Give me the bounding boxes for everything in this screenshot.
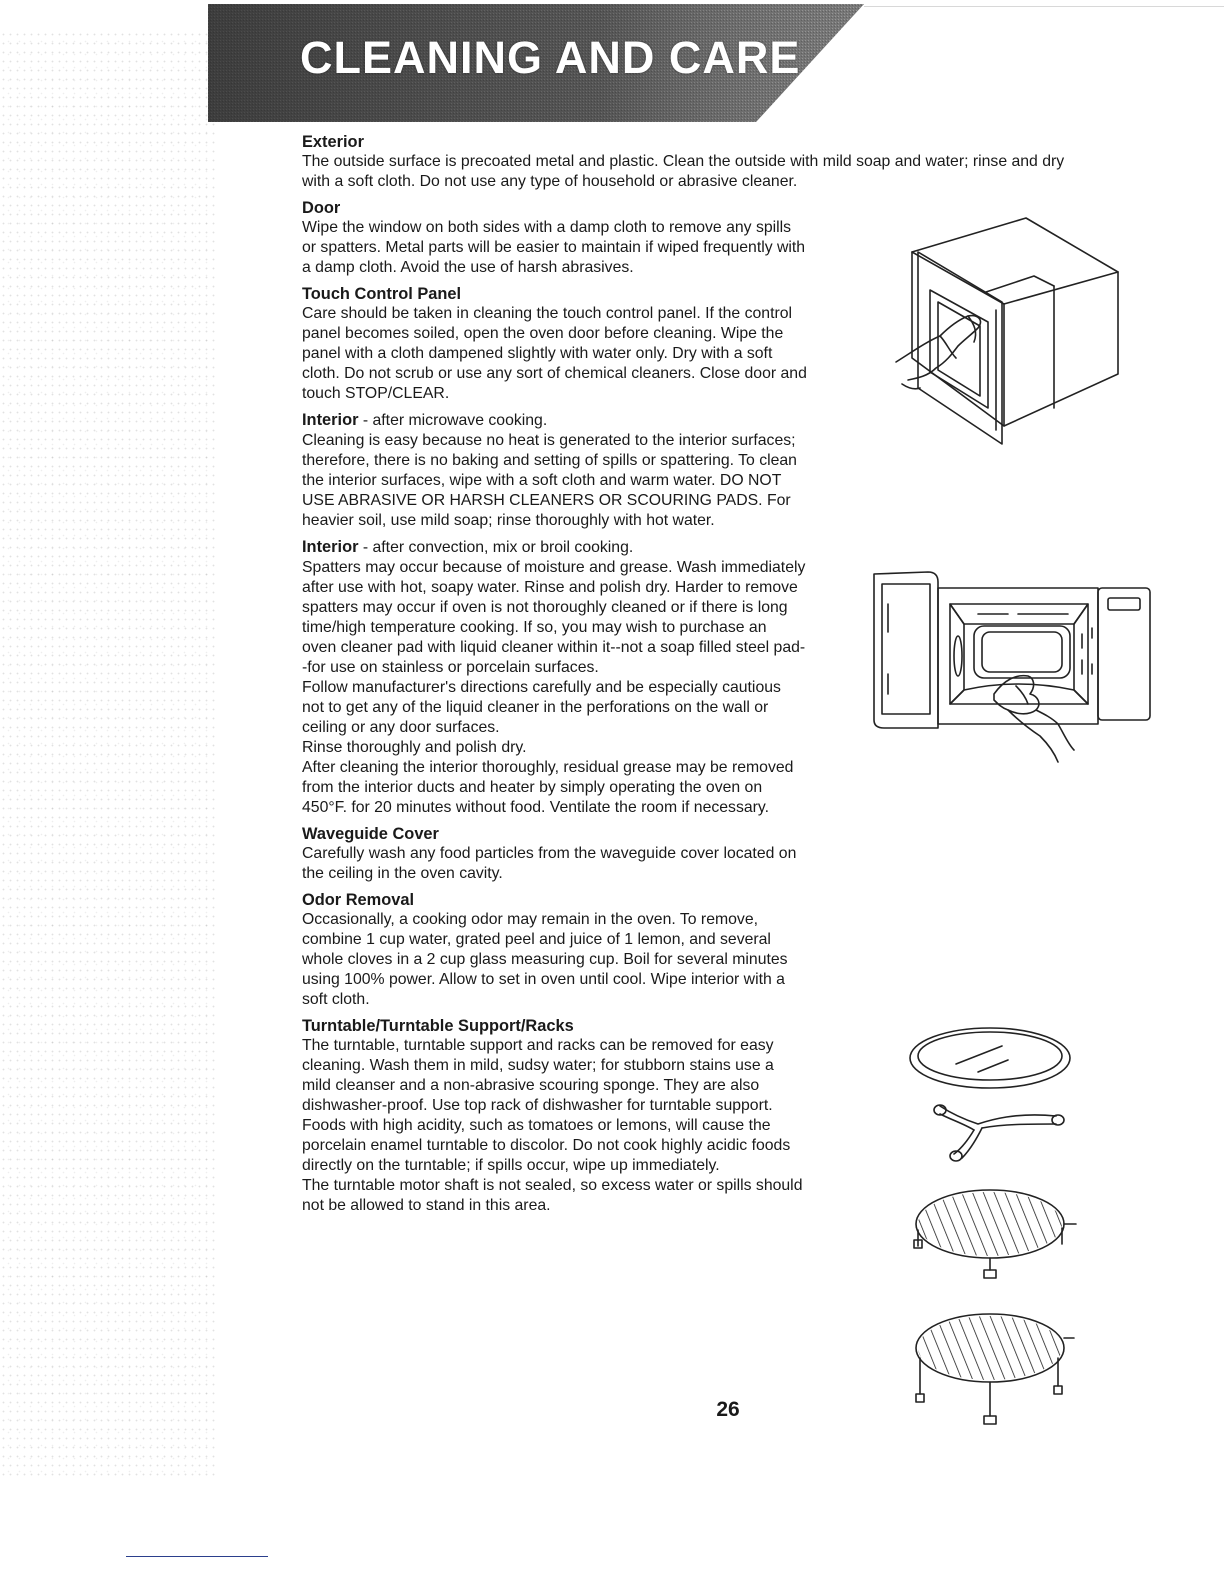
heading-text: Turntable/Turntable Support/Racks <box>302 1017 574 1035</box>
text-line: Foods with high acidity, such as tomatoes or lemons, will cause the <box>302 1117 771 1134</box>
text-line: ceiling or any door surfaces. <box>302 719 500 736</box>
text-line: USE ABRASIVE OR HARSH CLEANERS OR SCOURING PADS. For <box>302 492 791 509</box>
text-line: touch STOP/CLEAR. <box>302 385 450 402</box>
heading-text: Door <box>302 199 341 217</box>
text-line: not be allowed to stand in this area. <box>302 1197 551 1214</box>
text-line: directly on the turntable; if spills occur, wipe up immediately. <box>302 1157 720 1174</box>
heading-subtext: - after convection, mix or broil cooking. <box>358 539 634 556</box>
heading-text: Waveguide Cover <box>302 825 439 843</box>
heading-subtext: - after microwave cooking. <box>358 412 548 429</box>
text-line: Follow manufacturer's directions carefully and be especially cautious <box>302 679 781 696</box>
text-line: with a soft cloth. Do not use any type of household or abrasive cleaner. <box>302 173 798 190</box>
text-line: Cleaning is easy because no heat is generated to the interior surfaces; <box>302 432 796 449</box>
heading-text: Touch Control Panel <box>302 285 462 303</box>
text-line: not to get any of the liquid cleaner in the perforations on the wall or <box>302 699 769 716</box>
header-banner <box>208 4 864 122</box>
scan-noise-margin <box>0 30 215 1480</box>
text-line: spatters may occur if oven is not thoroughly cleaned or if there is long <box>302 599 788 616</box>
section-body-turntable <box>302 1036 842 1216</box>
text-line: Spatters may occur because of moisture and grease. Wash immediately <box>302 559 806 576</box>
section-body-touch-control-panel <box>302 304 842 404</box>
text-line: Rinse thoroughly and polish dry. <box>302 739 527 756</box>
text-line: using 100% power. Allow to set in oven until cool. Wipe interior with a <box>302 971 785 988</box>
text-line: whole cloves in a 2 cup glass measuring cup. Boil for several minutes <box>302 951 788 968</box>
text-line: cleaning. Wash them in mild, sudsy water; for stubborn stains use a <box>302 1057 774 1074</box>
heading-text: Interior <box>302 411 359 429</box>
section-heading-touch-control-panel <box>302 284 842 304</box>
top-edge-line <box>864 6 1224 7</box>
text-line: from the interior ducts and heater by simply operating the oven on <box>302 779 763 796</box>
text-line: heavier soil, use mild soap; rinse thoroughly with hot water. <box>302 512 715 529</box>
section-heading-door <box>302 198 842 218</box>
section-touch-control-panel <box>302 284 842 404</box>
text-line: mild cleanser and a non-abrasive scouring sponge. They are also <box>302 1077 760 1094</box>
oven-interior-illustration <box>868 564 1164 770</box>
section-body-interior-convection <box>302 558 842 818</box>
text-line: the ceiling in the oven cavity. <box>302 865 503 882</box>
text-line: a damp cloth. Avoid the use of harsh abrasives. <box>302 259 634 276</box>
text-line: after use with hot, soapy water. Rinse and polish dry. Harder to remove <box>302 579 798 596</box>
section-heading-interior-convection <box>302 537 842 558</box>
bottom-rule <box>126 1556 268 1557</box>
text-line: or spatters. Metal parts will be easier to maintain if wiped frequently with <box>302 239 806 256</box>
door-wiping-illustration <box>886 212 1154 458</box>
text-line: Care should be taken in cleaning the touch control panel. If the control <box>302 305 793 322</box>
section-body-door <box>302 218 842 278</box>
turntable-racks-illustration <box>904 1024 1090 1434</box>
section-heading-waveguide-cover <box>302 824 842 844</box>
section-exterior <box>302 132 1162 192</box>
page-title: CLEANING AND CARE <box>300 32 801 83</box>
section-body-interior-microwave <box>302 431 842 531</box>
text-line: The turntable, turntable support and racks can be removed for easy <box>302 1037 774 1054</box>
text-line: time/high temperature cooking. If so, you may wish to purchase an <box>302 619 767 636</box>
text-line: Carefully wash any food particles from the waveguide cover located on <box>302 845 797 862</box>
text-line: dishwasher-proof. Use top rack of dishwasher for turntable support. <box>302 1097 773 1114</box>
text-line: The outside surface is precoated metal and plastic. Clean the outside with mild soap and water; rinse and dry <box>302 153 1065 170</box>
heading-text: Interior <box>302 538 359 556</box>
section-heading-exterior <box>302 132 1162 152</box>
heading-text: Exterior <box>302 133 364 151</box>
text-line: the interior surfaces, wipe with a soft cloth and warm water. DO NOT <box>302 472 782 489</box>
text-line: Wipe the window on both sides with a damp cloth to remove any spills <box>302 219 792 236</box>
section-body-waveguide-cover <box>302 844 842 884</box>
text-line: The turntable motor shaft is not sealed, so excess water or spills should <box>302 1177 803 1194</box>
section-interior-microwave <box>302 410 842 531</box>
section-waveguide-cover <box>302 824 842 884</box>
section-heading-interior-microwave <box>302 410 842 431</box>
text-line: panel with a cloth dampened slightly with water only. Dry with a soft <box>302 345 773 362</box>
text-line: porcelain enamel turntable to discolor. Do not cook highly acidic foods <box>302 1137 791 1154</box>
text-line: panel becomes soiled, open the oven door before cleaning. Wipe the <box>302 325 784 342</box>
text-line: After cleaning the interior thoroughly, residual grease may be removed <box>302 759 794 776</box>
text-line: therefore, there is no baking and setting of spills or spattering. To clean <box>302 452 797 469</box>
section-interior-convection <box>302 537 842 818</box>
section-turntable <box>302 1016 842 1216</box>
heading-text: Odor Removal <box>302 891 415 909</box>
page-number: 26 <box>716 1398 740 1421</box>
section-odor-removal <box>302 890 842 1010</box>
text-line: combine 1 cup water, grated peel and juice of 1 lemon, and several <box>302 931 771 948</box>
text-line: -for use on stainless or porcelain surfaces. <box>302 659 599 676</box>
text-line: soft cloth. <box>302 991 370 1008</box>
section-body-exterior <box>302 152 1162 192</box>
text-line: Occasionally, a cooking odor may remain in the oven. To remove, <box>302 911 758 928</box>
section-heading-odor-removal <box>302 890 842 910</box>
text-line: 450°F. for 20 minutes without food. Ventilate the room if necessary. <box>302 799 770 816</box>
section-heading-turntable <box>302 1016 842 1036</box>
section-door <box>302 198 842 278</box>
text-line: oven cleaner pad with liquid cleaner within it--not a soap filled steel pad- <box>302 639 806 656</box>
text-line: cloth. Do not scrub or use any sort of chemical cleaners. Close door and <box>302 365 807 382</box>
section-body-odor-removal <box>302 910 842 1010</box>
